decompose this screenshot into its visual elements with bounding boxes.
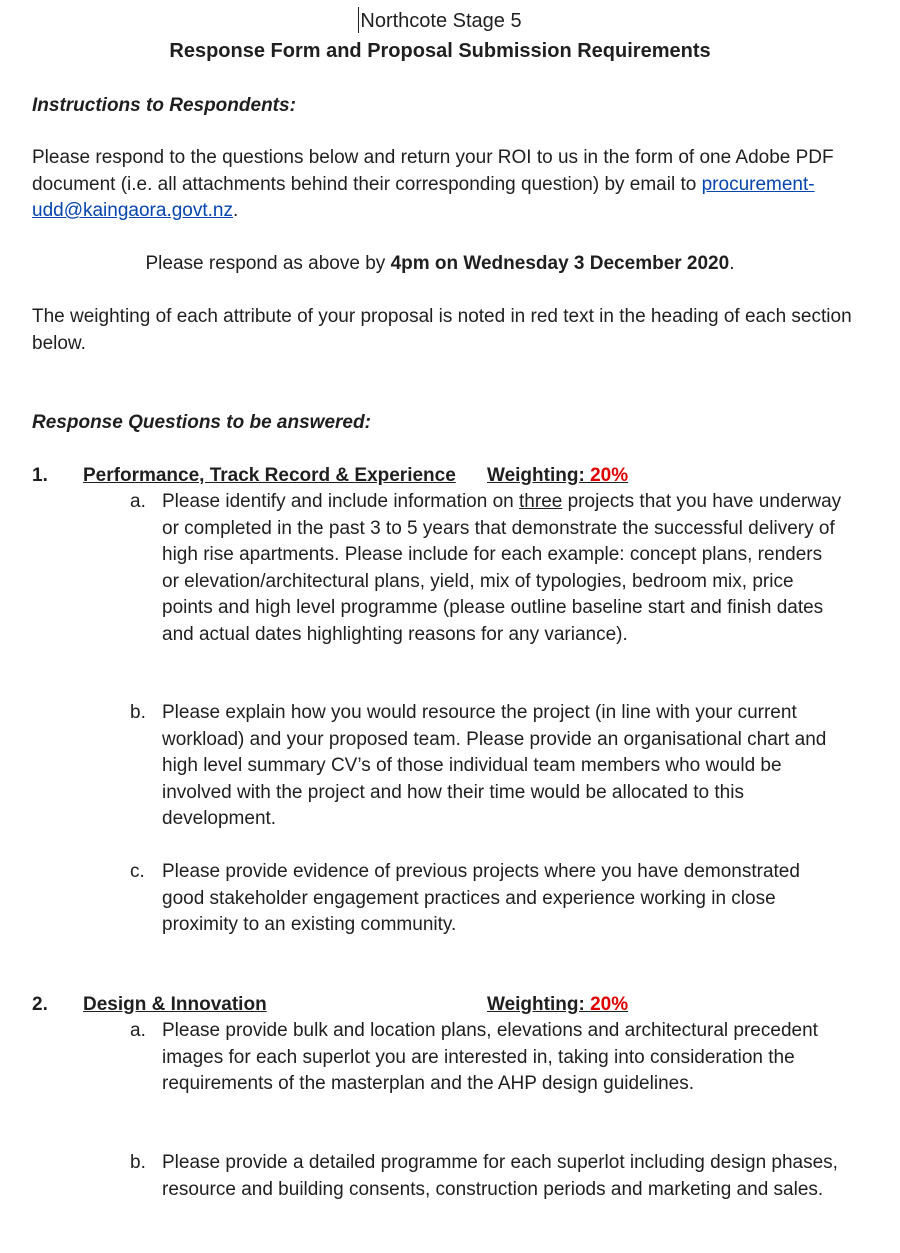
section-weighting: Weighting: 20% — [487, 994, 629, 1015]
weighting-value: 20% — [590, 994, 629, 1015]
document-title: Northcote Stage 5 — [0, 7, 880, 34]
underlined-word: three — [519, 491, 563, 512]
instructions-heading: Instructions to Respondents: — [32, 95, 296, 116]
item-letter: b. — [130, 702, 146, 723]
deadline-date: 4pm on Wednesday 3 December 2020 — [390, 253, 730, 274]
section-number: 1. — [32, 465, 48, 486]
deadline-prefix: Please respond as above by — [145, 253, 391, 274]
instructions-paragraph — [32, 145, 852, 225]
item-text: Please provide evidence of previous projects where you have demonstrated good stakeholder engagement practices and experience working in close proximity to an existing community. — [162, 861, 800, 935]
section-number: 2. — [32, 994, 48, 1015]
item-text: Please explain how you would resource the project (in line with your current workload) and your proposed team. Please provide an organisational chart and high level summary CV’s of those individual team members who would be involved with the project and how their time would be allocated to this development. — [162, 702, 827, 829]
instructions-text: Please respond to the questions below and return your ROI to us in the form of one Adobe PDF document (i.e. all attachments behind their corresponding question) by email to — [32, 147, 834, 195]
weighting-value: 20% — [590, 465, 629, 486]
document-subtitle: Response Form and Proposal Submission Requirements — [169, 40, 711, 62]
email-link[interactable]: procurement-udd@kaingaora.govt.nz — [32, 173, 815, 221]
item-text: Please provide bulk and location plans, elevations and architectural precedent images for each superlot you are interested in, taking into consideration the requirements of the masterplan and the AHP design guidelines. — [162, 1020, 818, 1094]
item-text: Please identify and include information on three projects that you have underway or completed in the past 3 to 5 years that demonstrate the successful delivery of high rise apartments. Please include for each example: concept plans, renders or elevation/architectural plans, yield, mix of typologies, bedroom mix, price points and high level programme (please outline baseline start and finish dates and actual dates highlighting reasons for any variance). — [162, 491, 842, 645]
item-letter: c. — [130, 861, 145, 882]
section-weighting: Weighting: 20% — [487, 465, 629, 486]
item-letter: a. — [130, 1020, 146, 1041]
deadline-suffix: . — [729, 253, 735, 274]
item-text: Please provide a detailed programme for each superlot including design phases, resource and building consents, construction periods and marketing and sales. — [162, 1152, 838, 1200]
item-letter: b. — [130, 1152, 146, 1173]
questions-heading: Response Questions to be answered: — [32, 412, 371, 433]
deadline-line — [0, 251, 880, 277]
weighting-note: The weighting of each attribute of your proposal is noted in red text in the heading of each section below. — [32, 306, 852, 354]
email-after: . — [232, 200, 239, 221]
section-title: Design & Innovation — [83, 994, 267, 1015]
section-title: Performance, Track Record & Experience — [83, 465, 456, 486]
item-letter: a. — [130, 491, 146, 512]
